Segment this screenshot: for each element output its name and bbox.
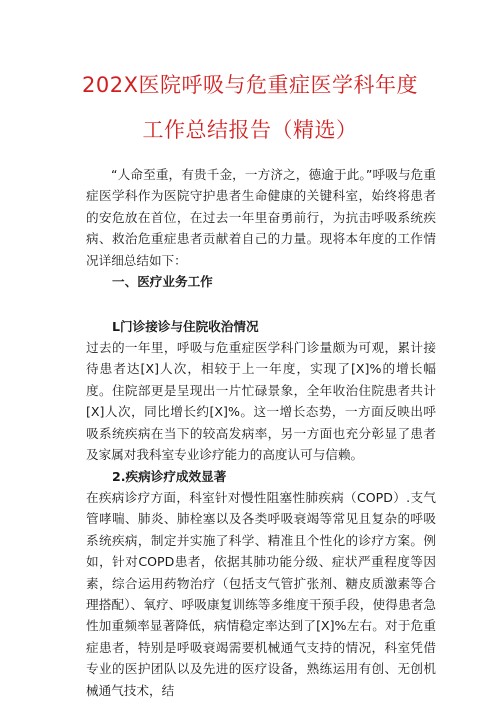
subsection2-paragraph: 在疾病诊疗方面，科室针对慢性阻塞性肺疾病（COPD）.支气管哮喘、肺炎、肺栓塞以及各类呼吸衰竭等常见且复杂的呼吸系统疾病，制定并实施了科学、精准且个性化的诊疗方案。例如，针对COPD患者，依据其肺功能分级、症状严重程度等因素，综合运用药物治疗（包括支气管扩张剂、糖皮质激素等合理搭配）、氧疗、呼吸康复训练等多维度干预手段，使得患者急性加重频率显著降低，病情稳定率达到了[X]%左右。对于危重症患者，特别是呼吸衰竭需要机械通气支持的情况，科室凭借专业的医护团队以及先进的医疗设备，熟练运用有创、无创机械通气技术，结	[86, 490, 436, 698]
subsection1-paragraph: 过去的一年里，呼吸与危重症医学科门诊量颇为可观，累计接待患者达[X]人次，相较于上一年度，实现了[X]%的增长幅度。住院部更是呈现出一片忙碌景象，全年收治住院患者共计[X]人次，同比增长约[X]%。这一增长态势，一方面反映出呼吸系统疾病在当下的较高发病率，另一方面也充分彰显了患者及家属对我科室专业诊疗能力的高度认可与信赖。	[86, 340, 436, 463]
subsection2-heading: 2.疾病诊疗成效显著	[112, 469, 227, 484]
document-title-line1: 202X医院呼吸与危重症医学科年度	[82, 73, 418, 97]
document-title-line2: 工作总结报告（精选）	[142, 118, 358, 142]
subsection1-heading: L门诊接诊与住院收治情况	[112, 319, 259, 334]
intro-paragraph: “人命至重，有贵千金，一方济之，德逾于此。”呼吸与危重症医学科作为医院守护患者生命健康的关键科室，始终将患者的安危放在首位，在过去一年里奋勇前行，为抗击呼吸系统疾病、救治危重症患者贡献着自己的力量。现将本年度的工作情况详细总结如下：	[86, 167, 436, 268]
section1-heading: 一、医疗业务工作	[112, 274, 213, 289]
